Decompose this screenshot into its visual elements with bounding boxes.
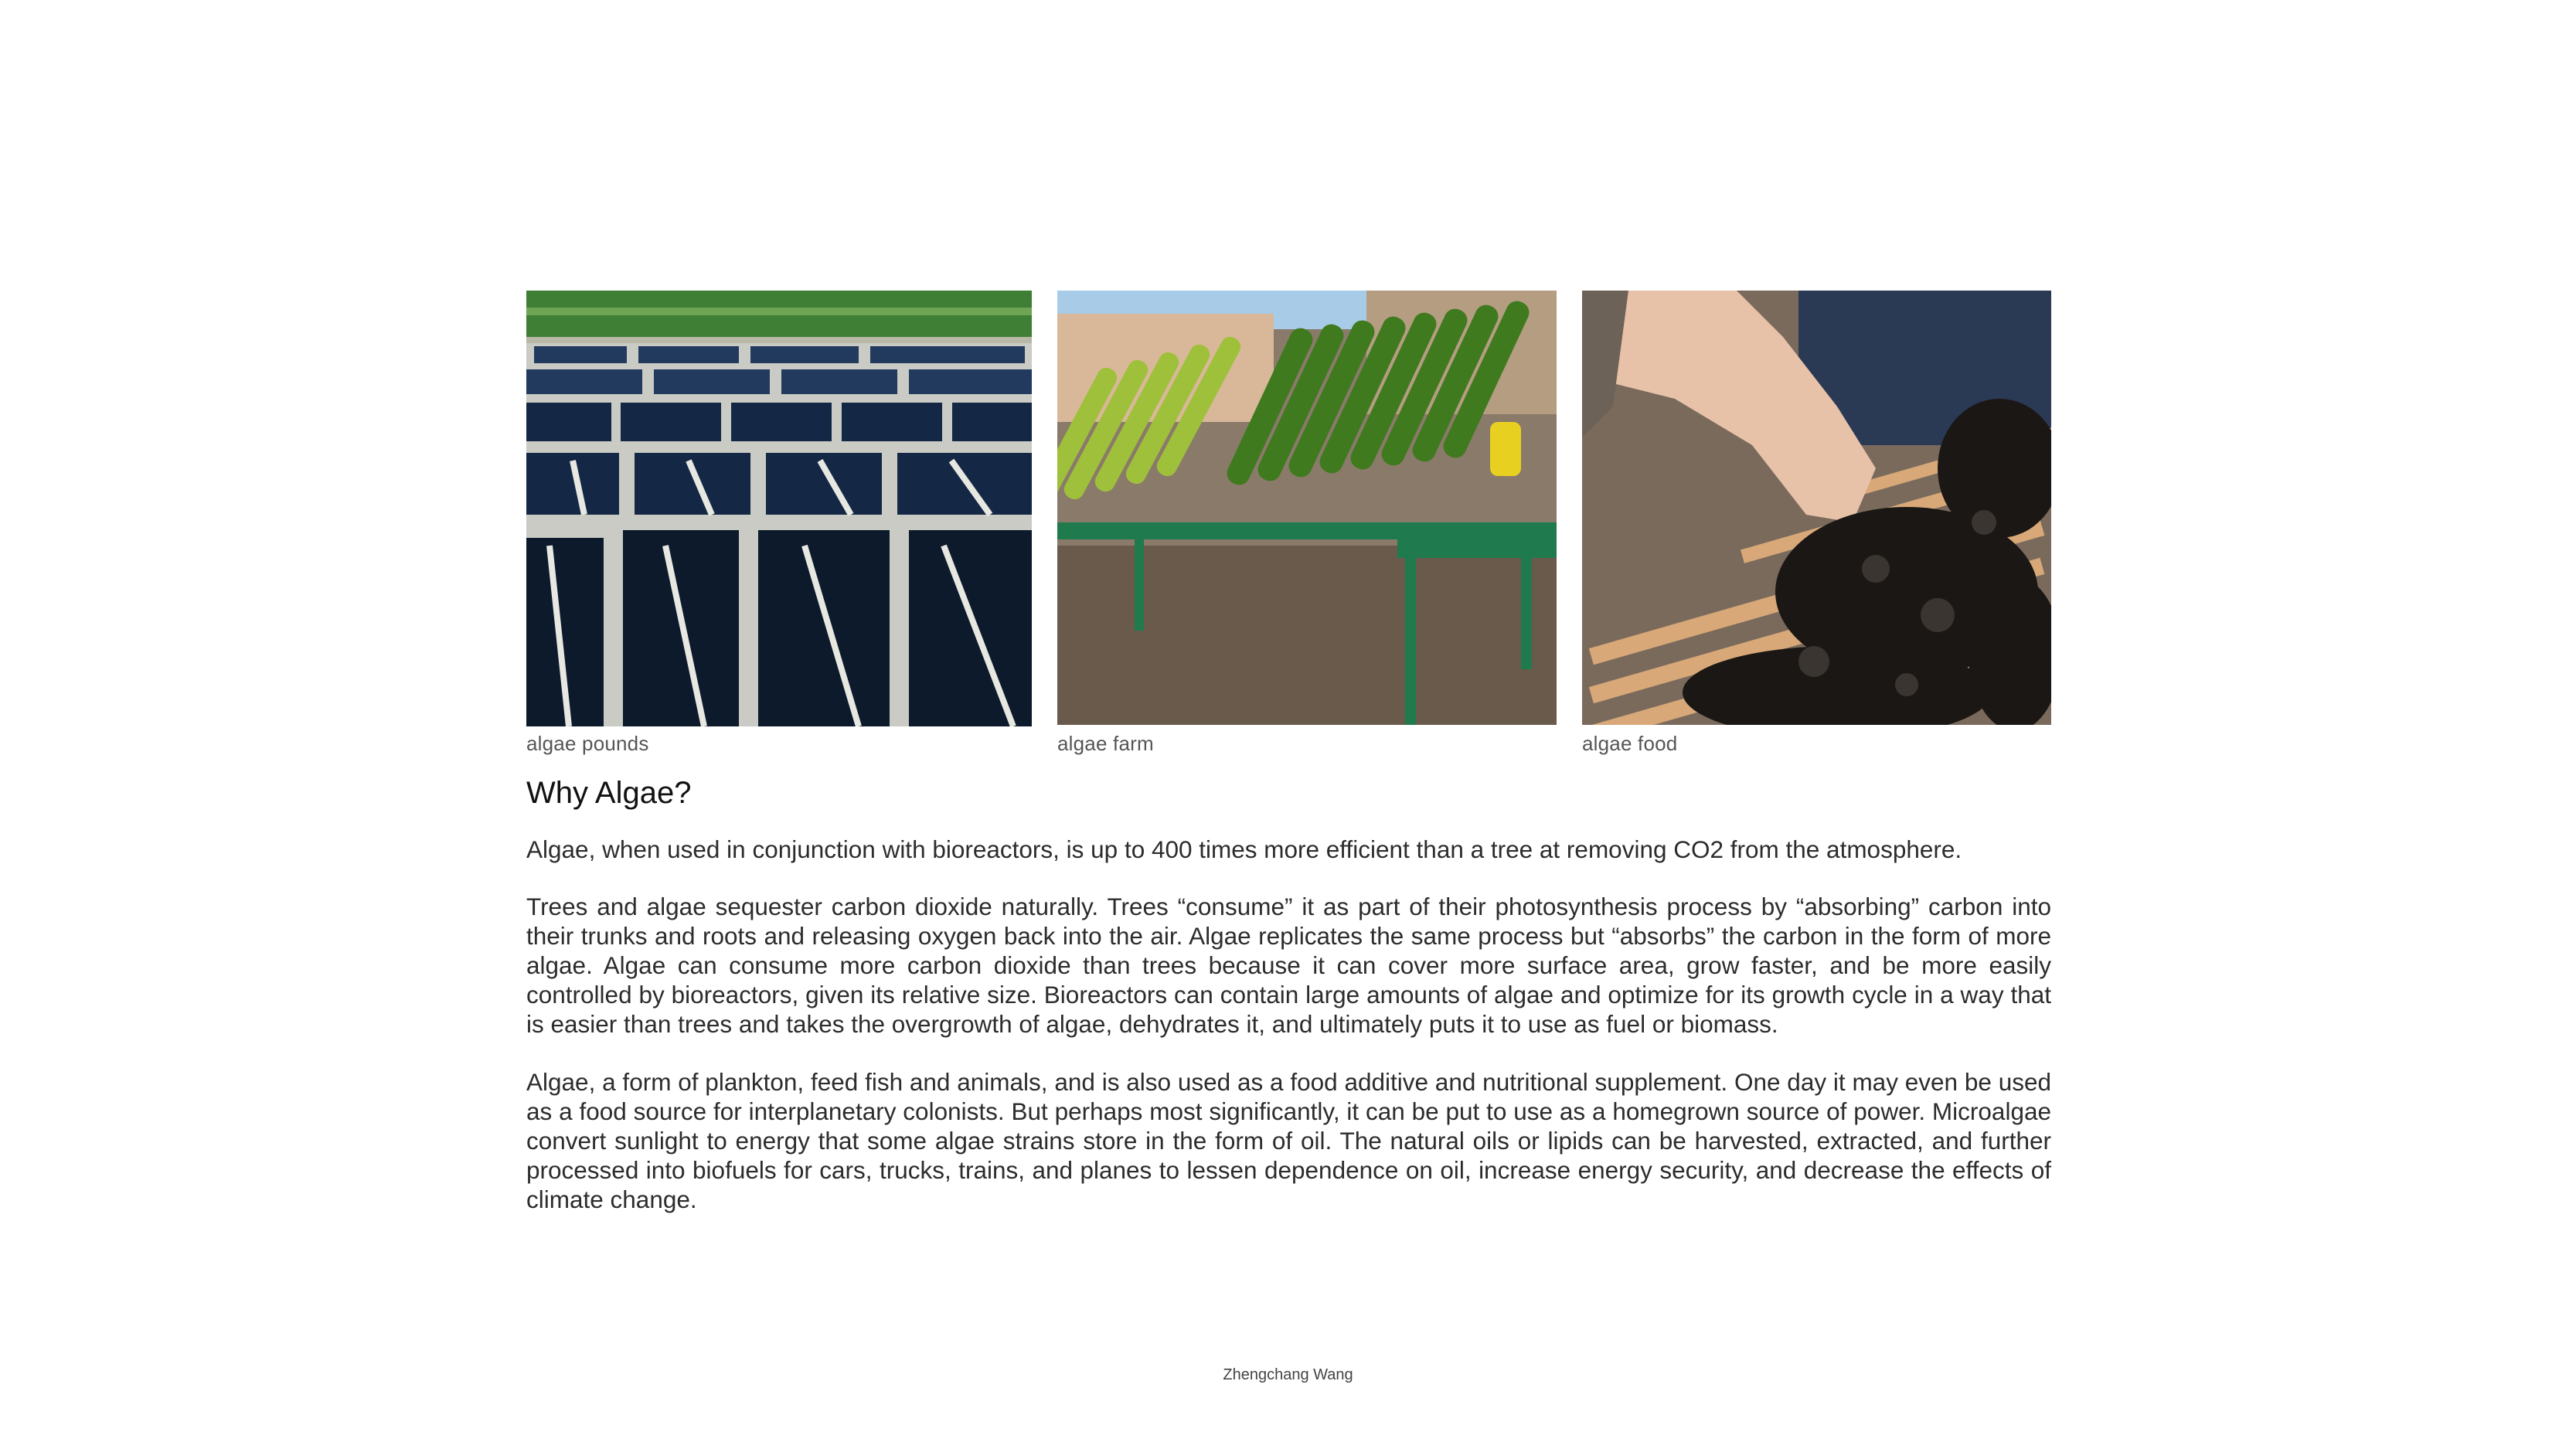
section-heading: Why Algae? bbox=[526, 776, 692, 810]
algae-farm-caption: algae farm bbox=[1057, 732, 1154, 755]
algae-ponds-photo bbox=[526, 291, 1032, 726]
algae-farm-photo bbox=[1057, 291, 1557, 725]
paragraph-1: Algae, when used in conjunction with bioreactors, is up to 400 times more efficient than a tree at removing CO2 from the atmosphere. bbox=[526, 835, 1962, 863]
author-footer: Zhengchang Wang bbox=[1223, 1366, 1353, 1383]
algae-food-caption: algae food bbox=[1582, 732, 1678, 755]
paragraph-2: Trees and algae sequester carbon dioxide naturally. Trees “consume” it as part of their photosynthesis process by “absorbing” carbon into their trunks and roots and releasing oxygen back into the air. Algae replicates the same process but “absorbs” the carbon in the form of more algae. Algae can consume more carbon dioxide than trees because it can cover more surface area, grow faster, and be more easily controlled by bioreactors, given its relative size. Bioreactors can contain large amounts of algae and optimize for its growth cycle in a way that is easier than trees and takes the overgrowth of algae, dehydrates it, and ultimately puts it to use as fuel or biomass. bbox=[526, 893, 2051, 1038]
paragraph-3: Algae, a form of plankton, feed fish and animals, and is also used as a food additive and nutritional supplement. One day it may even be used as a food source for interplanetary colonists. But perhaps most significantly, it can be put to use as a homegrown source of power. Microalgae convert sunlight to energy that some algae strains store in the form of oil. The natural oils or lipids can be harvested, extracted, and further processed into biofuels for cars, trucks, trains, and planes to lessen dependence on oil, increase energy security, and decrease the effects of climate change. bbox=[526, 1068, 2051, 1213]
algae-ponds-caption: algae pounds bbox=[526, 732, 649, 755]
algae-food-photo bbox=[1582, 291, 2051, 725]
